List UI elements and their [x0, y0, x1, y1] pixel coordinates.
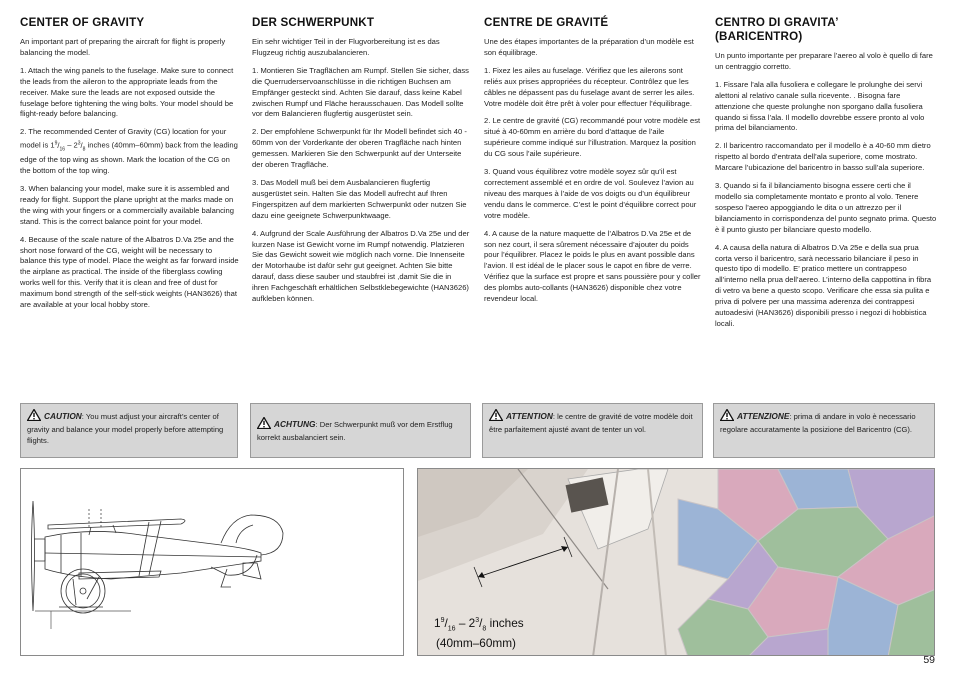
warning-triangle-icon	[27, 409, 41, 425]
paragraph-step-3: 3. Quand vous équilibrez votre modèle soyez sûr qu’il est correctement assemblé et en ordre de vol. Soulevez l’avion au niveau des marques à l’aide de vos doigts ou d’un équilibreur vendu dans le commerce. C’est le point d’équilibre correct pour votre modèle.	[484, 167, 697, 220]
warning-triangle-icon	[257, 417, 271, 433]
aircraft-side-view-diagram	[20, 468, 404, 656]
page-number: 59	[923, 654, 935, 666]
warning-text: : Der Schwerpunkt muß vor dem Erstflug korrekt ausbalanciert sein.	[257, 420, 453, 442]
paragraph-step-3: 3. When balancing your model, make sure it is assembled and ready for flight. Support the plane upright at the marks made on the wing with your fingers or a commercially available balancing stand. This is the correct balance point for your model.	[20, 184, 234, 226]
warning-box-achtung	[250, 403, 471, 458]
paragraph-step-1: 1. Fixez les ailes au fuselage. Vérifiez que les ailerons sont reliés aux prises appropriées du récepteur. Contrôlez que les câbles ne dépassent pas du fuselage avant de serrer les ailes. Votre modèle doit être prêt à voler pour effectuer l’équilibrage.	[484, 65, 695, 108]
warning-text: : You must adjust your aircraft’s center of gravity and balance your model properly before attempting flights.	[27, 412, 224, 445]
section-title: DER SCHWERPUNKT	[252, 16, 375, 29]
column-center-of-gravity	[20, 16, 240, 318]
cg-measurement-label	[434, 614, 524, 650]
paragraph-step-2: 2. Le centre de gravité (CG) recommandé pour votre modèle est situé à 40-60mm en arrière du bord d’attaque de l’aile supérieure comme indiqué sur l’illustration. Marquez la position du CG sous l’aile supérieure.	[484, 116, 701, 159]
paragraph-step-4: 4. A causa della natura di Albatros D.Va 25e e della sua prua corta verso il baricentro, sarà necessario bilanciare il peso in questo tipo di modello. E’ pratico mettere un contrappeso all’interno nella prua dell’aereo. L’interno della cappottina in fibra di vetro va bene a questo scopo. Verificare che essa sia pulita e priva di polvere per una massima aderenza dei contrappesi autoadesivi (HAN3626) disponibili presso i negozi di hobbistica locali.	[715, 242, 932, 328]
warning-title: ATTENZIONE	[737, 411, 790, 421]
cg-location-photo	[417, 468, 935, 656]
paragraph-step-4: 4. Aufgrund der Scale Ausführung der Albatros D.Va 25e und der kurzen Nase ist Gewicht vorne im Rumpf notwendig. Platzieren Sie das Gewicht soweit wie möglich nach vorne. Die Innenseite der Motorhaube ist dafür sehr gut geeignet. Achten Sie bitte darauf, dass diese sauber und staubfrei ist ,damit Sie die in ihren Fachgeschäft erhältlichen Selbstklebegewichte (HAN3626) aufkleben können.	[252, 228, 470, 304]
warning-triangle-icon	[720, 409, 734, 425]
paragraph-step-4: 4. Because of the scale nature of the Albatros D.Va 25e and the short nose forward of the CG, weight will be necessary to balance this type of model. Place the weight as far forward inside the airplane as practical. The inside of the fiberglass cowling works well for this. Verify that it is clean and free of dust for maximum bond strength of the self-stick weights (HAN3626) that are available at your local hobby store.	[20, 234, 239, 310]
paragraph-step-2: 2. Il baricentro raccomandato per il modello è a 40-60 mm dietro rispetto al bordo d’entrata dell’ala superiore, come mostrato. Marcare l’ubicazione del baricentro in basso sull’ala superiore.	[715, 141, 931, 173]
paragraph-step-1: 1. Fissare l’ala alla fusoliera e collegare le prolunghe dei servi alettoni al relativo canale sulla ricevente. . Bisogna fare attenzione che queste prolunghe non sporgano dalla fusoliera quando si fissa l’ala. Il modello dovrebbe essere pronto al volo prima del bilanciamento.	[715, 79, 925, 133]
paragraph-step-1: 1. Montieren Sie Tragflächen am Rumpf. Stellen Sie sicher, dass die Querruderservoanschlüsse in die richtigen Buchsen am Empfänger gesteckt sind. Achten Sie darauf, dass keine Kabel zwischen Rumpf und Fläche herausschauen. Das Modell sollte vor dem Balancieren flugfertig ausgerüstet sein.	[252, 65, 469, 119]
paragraph-intro: An important part of preparing the aircraft for flight is properly balancing the model.	[20, 37, 226, 57]
column-der-schwerpunkt	[252, 16, 470, 312]
section-title: CENTRO DI GRAVITA’ (BARICENTRO)	[715, 16, 838, 43]
section-title: CENTER OF GRAVITY	[20, 16, 145, 29]
section-title: CENTRE DE GRAVITÉ	[484, 16, 609, 29]
warning-box-caution	[20, 403, 238, 458]
cg-label-mm: (40mm–60mm)	[436, 636, 516, 651]
paragraph-step-3: 3. Quando si fa il bilanciamento bisogna essere certi che il modello sia completamente montato e pronto al volo. Tenere sospeso l’aereo appoggiando le dita o un attrezzo per il bilanciamento in corrispondenza del punto segnato prima. Questo è il punto giusto per bilanciare questo modello.	[715, 181, 937, 234]
paragraph-step-2: 2. Der empfohlene Schwerpunkt für Ihr Modell befindet sich 40 - 60mm von der Vorderkante der oberen Tragfläche nach hinten gemessen. Markieren Sie den Schwerpunkt auf der Unterseite der oberen Tragfläche.	[252, 127, 467, 170]
column-centre-de-gravite	[484, 16, 702, 312]
paragraph-step-3: 3. Das Modell muß bei dem Ausbalancieren flugfertig ausgerüstet sein. Halten Sie das Modell aufrecht auf Ihren Fingerspitzen auf dem markierten Schwerpunkt oder nutzen Sie dazu eine geeignete Schwerpunktwaage.	[252, 177, 467, 220]
paragraph-intro: Une des étapes importantes de la préparation d’un modèle est son équilibrage.	[484, 37, 694, 57]
warning-text: : le centre de gravité de votre modèle doit être parfaitement ajusté avant de tenter un vol.	[489, 412, 693, 434]
column-centro-di-gravita	[715, 16, 937, 337]
paragraph-intro: Un punto importante per preparare l’aereo al volo è quello di fare un centraggio corretto.	[715, 51, 933, 71]
warning-title: CAUTION	[44, 411, 82, 421]
paragraph-step-4: 4. A cause de la nature maquette de l’Albatros D.Va 25e et de son nez court, il sera sûrement nécessaire d’ajouter du poids pour l’équilibrer. Placez le poids le plus en avant possible dans l’avion. Il est idéal de le placer sous le capot en fibre de verre. Vérifiez que la surface est propre et sans poussière pour y coller des plombs auto-collants (HAN3626) disponible chez votre revendeur local.	[484, 228, 701, 304]
cg-label-inches: $1^9/_{16} - 2^3/_8$ inches	[434, 615, 524, 633]
warning-text: : prima di andare in volo è necessario regolare accuratamente la posizione del Baricentro (CG).	[720, 412, 916, 434]
warning-triangle-icon	[489, 409, 503, 425]
warning-title: ACHTUNG	[274, 419, 316, 429]
warning-title: ATTENTION	[506, 411, 553, 421]
paragraph-intro: Ein sehr wichtiger Teil in der Flugvorbereitung ist es das Flugzeug richtig auszubalancieren.	[252, 37, 440, 57]
aircraft-line-drawing	[21, 469, 403, 655]
warning-box-attention	[482, 403, 703, 458]
paragraph-step-1: 1. Attach the wing panels to the fuselage. Make sure to connect the leads from the aileron to the appropriate leads from the receiver. Make sure the leads are not exposed outside the fuselage before tightening the wing bolts. Your model should be flight-ready before balancing.	[20, 65, 234, 119]
warning-box-attenzione	[713, 403, 935, 458]
paragraph-step-2: 2. The recommended Center of Gravity (CG) location for your model is $1^9/_{16} - 2^3/_8$ inches (40mm–60mm) back from the leading edge of the top wing as shown. Mark the location of the CG on the bottom of the top wing.	[20, 127, 238, 176]
